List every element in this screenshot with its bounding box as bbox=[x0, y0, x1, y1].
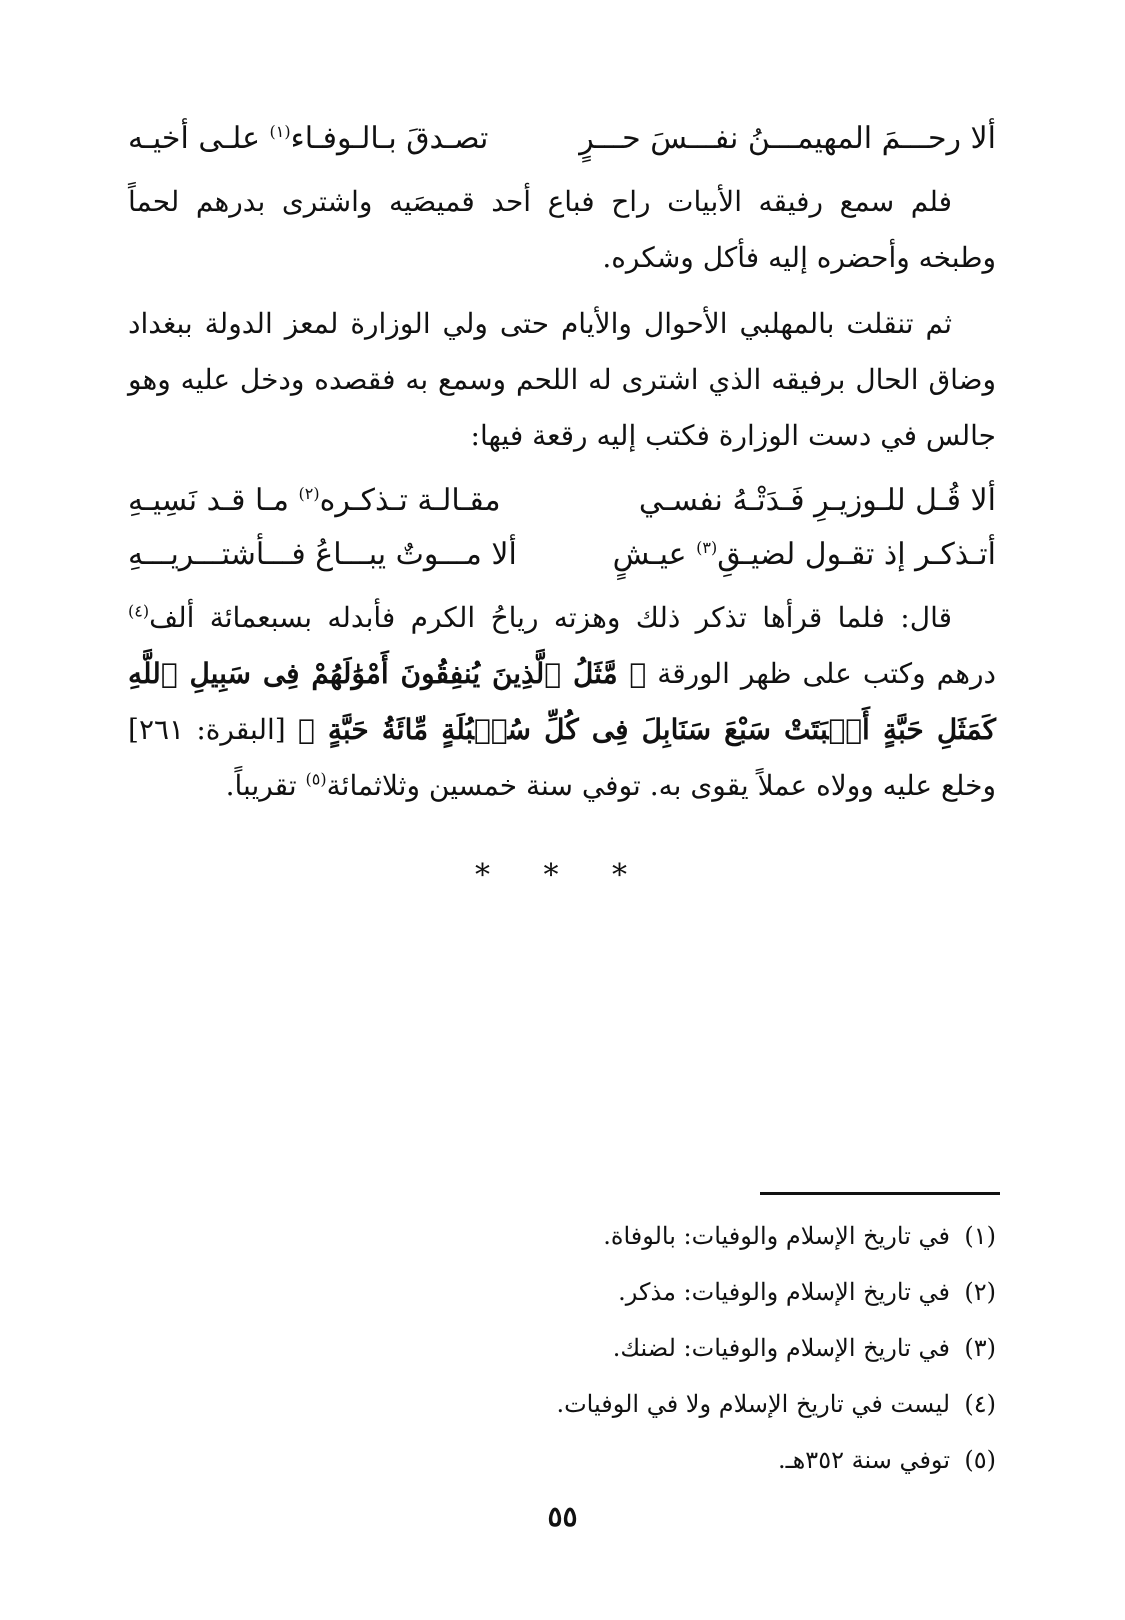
hemistich-first: ألا رحـــمَ المهيمـــنُ نفـــسَ حـــرٍ bbox=[579, 121, 996, 156]
hemistich-text: تصـدقَ بـالـوفـاء bbox=[290, 121, 489, 156]
footnote-divider bbox=[760, 1192, 1000, 1195]
verse-line bbox=[128, 528, 996, 582]
paragraph-text: قال: فلما قرأها تذكر ذلك وهزته رياحُ الكرم فأبدله بسبعمائة ألف bbox=[149, 601, 952, 634]
verse-line bbox=[128, 474, 996, 528]
hemistich-second bbox=[128, 474, 501, 528]
paragraph-text: درهم وكتب على ظهر الورقة bbox=[646, 657, 996, 690]
hemistich-text: مـا قـد نَسِيـهِ bbox=[128, 483, 299, 518]
footnote-number: (٣) bbox=[964, 1334, 996, 1362]
hemistich-first: ألا قُـل للـوزيـرِ فَـدَتْـهُ نفسـي bbox=[638, 483, 996, 518]
footnote-text: في تاريخ الإسلام والوفيات: بالوفاة. bbox=[603, 1222, 950, 1250]
footnote-ref-3[interactable]: (٣) bbox=[696, 538, 718, 557]
paragraph-text: [البقرة: ٢٦١] وخلع عليه وولاه عملاً يقوى به. توفي سنة خمسين وثلاثمائة bbox=[128, 713, 996, 802]
section-separator: * * * bbox=[474, 858, 650, 893]
hemistich-second: ألا مـــوتٌ يبـــاعُ فـــأشتـــريـــهِ bbox=[128, 537, 517, 572]
verse-1 bbox=[128, 112, 996, 166]
verse-line bbox=[128, 112, 996, 166]
footnote-number: (٢) bbox=[964, 1278, 996, 1306]
page-number: ٥٥ bbox=[547, 1500, 578, 1533]
footnote-ref-1[interactable]: (١) bbox=[269, 122, 291, 141]
hemistich-second bbox=[128, 112, 488, 166]
hemistich-text: مقـالـة تـذكـره bbox=[319, 483, 501, 518]
footnote-number: (٤) bbox=[964, 1390, 996, 1418]
footnote-text: في تاريخ الإسلام والوفيات: مذكر. bbox=[618, 1278, 950, 1306]
footnote-text: توفي سنة ٣٥٢هـ. bbox=[777, 1446, 950, 1474]
footnote-item bbox=[128, 1320, 996, 1376]
verse-2 bbox=[128, 474, 996, 582]
paragraph-text: تقريباً. bbox=[225, 769, 306, 802]
footnote-number: (٥) bbox=[964, 1446, 996, 1474]
footnotes bbox=[128, 1208, 996, 1488]
footnote-text: في تاريخ الإسلام والوفيات: لضنك. bbox=[612, 1334, 950, 1362]
hemistich-text: عيـشٍ bbox=[612, 537, 697, 572]
paragraph-2: ثم تنقلت بالمهلبي الأحوال والأيام حتى ولي الوزارة لمعز الدولة ببغداد وضاق الحال برفيقه الذي اشترى له اللحم وسمع به فقصده ودخل عليه وهو جالس في دست الوزارة فكتب إليه رقعة فيها: bbox=[128, 307, 996, 452]
footnote-ref-2[interactable]: (٢) bbox=[298, 484, 320, 503]
footnote-ref-5[interactable]: (٥) bbox=[305, 769, 327, 789]
footnote-number: (١) bbox=[964, 1222, 996, 1250]
footnote-item bbox=[128, 1432, 996, 1488]
footnote-text: ليست في تاريخ الإسلام ولا في الوفيات. bbox=[556, 1390, 950, 1418]
page-body bbox=[128, 112, 996, 898]
footnote-ref-4[interactable]: (٤) bbox=[128, 601, 150, 621]
paragraph-1: فلم سمع رفيقه الأبيات راح فباع أحد قميصَيه واشترى بدرهم لحماً وطبخه وأحضره إليه فأكل وشكره. bbox=[128, 185, 996, 274]
hemistich-text: أتـذكـر إذ تقـول لضيـقِ bbox=[717, 537, 996, 572]
hemistich-text: علـى أخيـه bbox=[128, 121, 270, 156]
footnote-item bbox=[128, 1264, 996, 1320]
footnote-item bbox=[128, 1376, 996, 1432]
quran-verse: ﴿ مَّثَلُ ٱلَّذِينَ يُنفِقُونَ أَمْوَٰلَهُمْ فِى سَبِيلِ ٱللَّهِ كَمَثَلِ حَبَّةٍ أَنۢبَتَتْ سَبْعَ سَنَابِلَ فِى كُلِّ سُنۢبُلَةٍ مِّائَةُ حَبَّةٍ ﴾ bbox=[128, 657, 996, 746]
hemistich-first bbox=[613, 528, 996, 582]
paragraph-3 bbox=[128, 590, 996, 814]
footnote-item bbox=[128, 1208, 996, 1264]
